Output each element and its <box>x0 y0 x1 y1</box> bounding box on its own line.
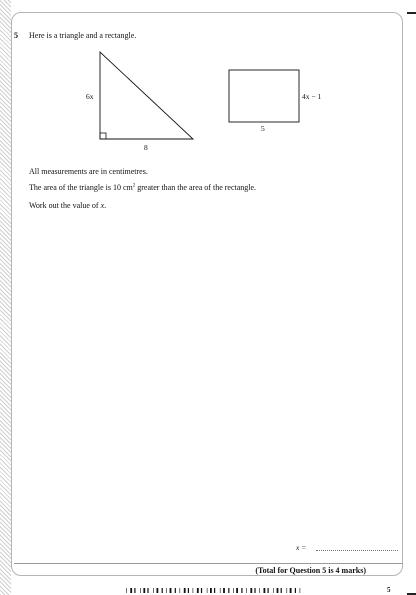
barcode-bar <box>268 588 269 593</box>
barcode-bar <box>201 588 202 593</box>
barcode-bar <box>207 588 208 593</box>
instruction-end: . <box>104 201 107 210</box>
barcode-bar <box>197 588 199 593</box>
barcode-bar <box>241 588 242 593</box>
instruction-start: Work out the value of <box>29 201 101 210</box>
measurements-text: All measurements are in centimetres. <box>29 167 148 176</box>
question-text: Here is a triangle and a rectangle. <box>29 31 137 40</box>
area-statement <box>29 183 256 192</box>
barcode-bar <box>233 588 234 593</box>
barcode-bar <box>166 588 167 593</box>
barcode-bar <box>188 588 189 593</box>
instruction-variable: x <box>100 201 105 210</box>
answer-line[interactable] <box>316 550 398 551</box>
answer-label: x = <box>296 543 307 552</box>
barcode-bar <box>250 588 252 593</box>
area-statement-end: greater than the area of the rectangle. <box>135 183 257 192</box>
barcode-bar <box>281 588 282 593</box>
barcode-bar <box>157 588 159 593</box>
barcode-bar <box>277 588 279 593</box>
barcode-bar <box>140 588 141 593</box>
rectangle-width-label: 5 <box>261 124 265 133</box>
barcode-bar <box>134 588 135 593</box>
barcode-bar <box>254 588 255 593</box>
barcode-bar <box>287 588 288 593</box>
triangle-base-label: 8 <box>144 143 148 152</box>
barcode-bar <box>175 588 176 593</box>
squared-superscript: 2 <box>132 183 136 189</box>
shapes-diagram <box>0 0 416 160</box>
triangle-shape <box>100 52 193 139</box>
barcode-bar <box>300 588 301 593</box>
barcode-bar <box>193 588 194 593</box>
page-number: 5 <box>387 586 391 594</box>
barcode-bar <box>295 588 296 593</box>
barcode-bar <box>162 588 163 593</box>
question-total: (Total for Question 5 is 4 marks) <box>255 566 366 575</box>
right-angle-marker <box>100 133 106 139</box>
triangle-height-label: 6x <box>86 92 94 101</box>
barcode-bar <box>170 588 172 593</box>
barcode-bar <box>264 588 266 593</box>
barcode-bar <box>246 588 247 593</box>
barcode-bar <box>126 588 127 593</box>
barcode-bar <box>153 588 154 593</box>
barcode-bar <box>180 588 181 593</box>
barcode <box>126 588 302 594</box>
rectangle-shape <box>229 70 299 122</box>
total-divider <box>14 563 403 564</box>
barcode-bar <box>236 588 238 593</box>
question-number: 5 <box>14 31 18 40</box>
barcode-bar <box>143 588 145 593</box>
barcode-bar <box>147 588 148 593</box>
barcode-bar <box>259 588 260 593</box>
barcode-bar <box>130 588 132 593</box>
barcode-bar <box>273 588 274 593</box>
barcode-bar <box>228 588 229 593</box>
barcode-bar <box>220 588 221 593</box>
instruction-text <box>29 201 106 210</box>
rectangle-height-label: 4x − 1 <box>302 92 322 101</box>
barcode-bar <box>214 588 215 593</box>
barcode-bar <box>290 588 292 593</box>
barcode-bar <box>210 588 212 593</box>
barcode-bar <box>223 588 225 593</box>
barcode-bar <box>184 588 186 593</box>
area-statement-start: The area of the triangle is 10 cm <box>29 183 133 192</box>
